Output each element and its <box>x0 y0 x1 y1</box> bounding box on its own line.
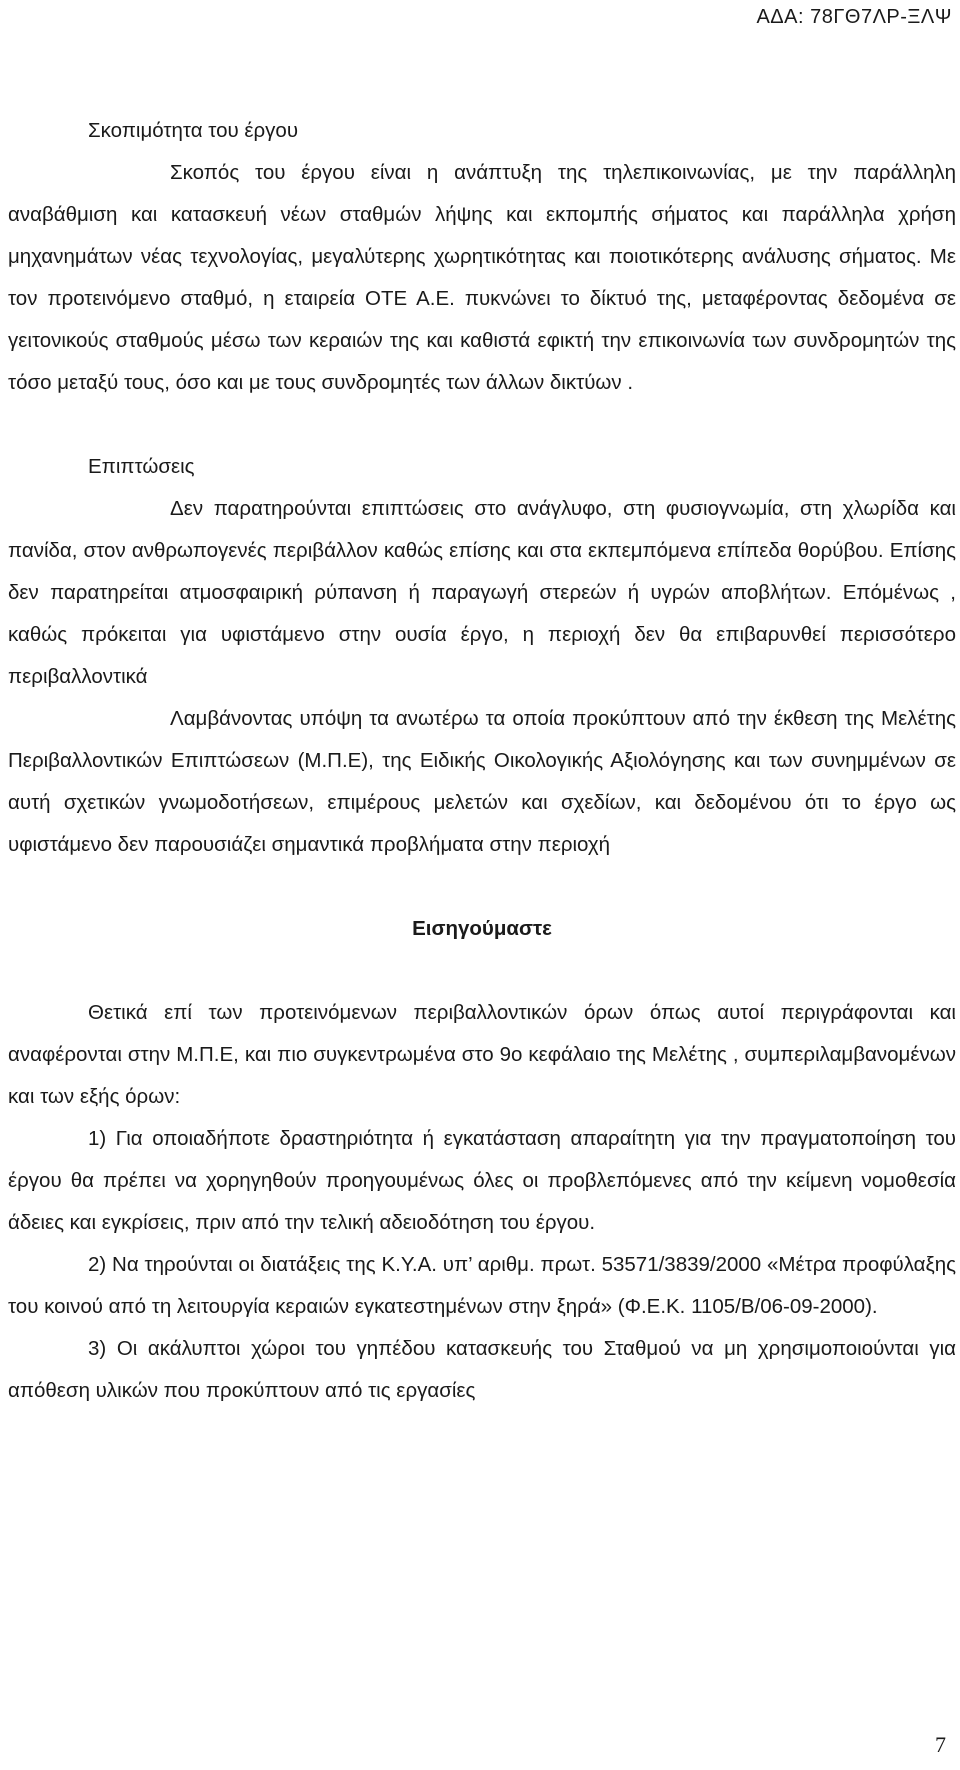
ada-code: ΑΔΑ: 78ΓΘ7ΛΡ-ΞΛΨ <box>756 6 952 28</box>
document-body <box>8 110 956 1412</box>
purpose-paragraph: Σκοπός του έργου είναι η ανάπτυξη της τηλεπικοινωνίας, με την παράλληλη αναβάθμιση και κατασκευή νέων σταθμών λήψης και εκπομπής σήματος και παράλληλα χρήση μηχανημάτων νέας τεχνολογίας, μεγαλύτερης χωρητικότητας και ποιοτικότερης ανάλυσης σήματος. Με τον προτεινόμενο σταθμό, η εταιρεία ΟΤΕ Α.Ε. πυκνώνει το δίκτυό της, μεταφέροντας δεδομένα σε γειτονικούς σταθμούς μέσω των κεραιών της και καθιστά εφικτή την επικοινωνία των συνδρομητών της τόσο μεταξύ τους, όσο και με τους συνδρομητές των άλλων δικτύων . <box>8 161 956 394</box>
page-number: 7 <box>935 1732 946 1757</box>
condition-item-3: 3) Οι ακάλυπτοι χώροι του γηπέδου κατασκευής του Σταθμού να μη χρησιμοποιούνται για απόθεση υλικών που προκύπτουν από τις εργασίες <box>8 1337 956 1402</box>
section-heading-impacts: Επιπτώσεις <box>88 455 195 478</box>
impacts-paragraph-2: Λαμβάνοντας υπόψη τα ανωτέρω τα οποία προκύπτουν από την έκθεση της Μελέτης Περιβαλλοντικών Επιπτώσεων (Μ.Π.Ε), της Ειδικής Οικολογικής Αξιολόγησης και των συνημμένων σε αυτή σχετικών γνωμοδοτήσεων, επιμέρους μελετών και σχεδίων, και δεδομένου ότι το έργο ως υφιστάμενο δεν παρουσιάζει σημαντικά προβλήματα στην περιοχή <box>8 707 956 856</box>
condition-item-1: 1) Για οποιαδήποτε δραστηριότητα ή εγκατάσταση απαραίτητη για την πραγματοποίηση του έργου θα πρέπει να χορηγηθούν προηγουμένως όλες οι προβλεπόμενες από την κείμενη νομοθεσία άδειες και εγκρίσεις, πριν από την τελική αδειοδότηση του έργου. <box>8 1127 956 1234</box>
section-heading-recommend: Εισηγούμαστε <box>412 917 552 940</box>
impacts-paragraph-1: Δεν παρατηρούνται επιπτώσεις στο ανάγλυφο, στη φυσιογνωμία, στη χλωρίδα και πανίδα, στον ανθρωπογενές περιβάλλον καθώς επίσης και στα εκπεμπόμενα επίπεδα θορύβου. Επίσης δεν παρατηρείται ατμοσφαιρική ρύπανση ή παραγωγή στερεών ή υγρών αποβλήτων. Επόμένως , καθώς πρόκειται για υφιστάμενο στην ουσία έργο, η περιοχή δεν θα επιβαρυνθεί περισσότερο περιβαλλοντικά <box>8 497 956 688</box>
recommend-intro: Θετικά επί των προτεινόμενων περιβαλλοντικών όρων όπως αυτοί περιγράφονται και αναφέρονται στην Μ.Π.Ε, και πιο συγκεντρωμένα στο 9ο κεφάλαιο της Μελέτης , συμπεριλαμβανομένων και των εξής όρων: <box>8 1001 956 1108</box>
condition-item-2: 2) Να τηρούνται οι διατάξεις της Κ.Υ.Α. υπ’ αριθμ. πρωτ. 53571/3839/2000 «Μέτρα προφύλαξης του κοινού από τη λειτουργία κεραιών εγκατεστημένων στην ξηρά» (Φ.Ε.Κ. 1105/Β/06-09-2000). <box>8 1253 956 1318</box>
section-heading-purpose: Σκοπιμότητα του έργου <box>88 119 299 142</box>
